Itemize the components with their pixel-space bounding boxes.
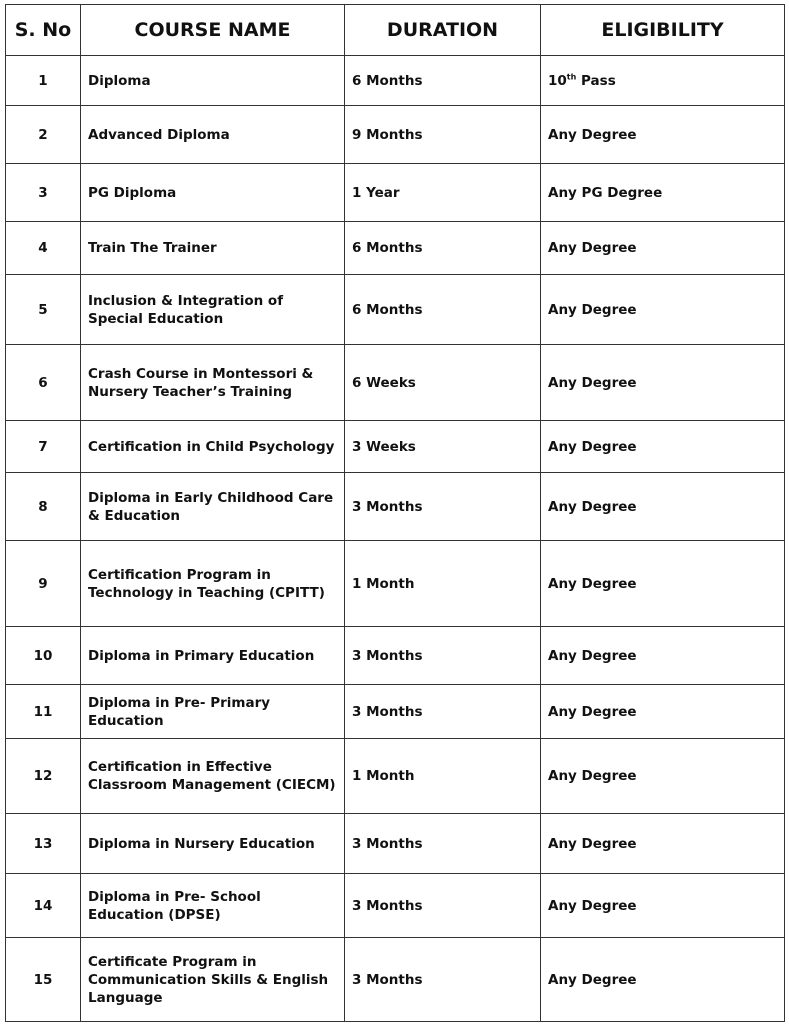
eligibility-superscript: th	[566, 72, 577, 81]
table-row	[6, 345, 785, 421]
table-row	[6, 164, 785, 222]
row-sno: 4	[6, 222, 81, 275]
row-course: Diploma in Pre- Primary Education	[81, 685, 345, 739]
row-eligibility: Any Degree	[541, 473, 785, 541]
header-sno: S. No	[6, 5, 81, 56]
row-sno: 8	[6, 473, 81, 541]
row-eligibility: Any Degree	[541, 685, 785, 739]
table-row	[6, 938, 785, 1022]
row-course: Inclusion & Integration of Special Education	[81, 275, 345, 345]
row-course: Diploma in Primary Education	[81, 627, 345, 685]
row-course: Certification in Effective Classroom Management (CIECM)	[81, 739, 345, 814]
table-row	[6, 421, 785, 473]
row-eligibility: Any Degree	[541, 739, 785, 814]
row-duration: 3 Months	[345, 938, 541, 1022]
row-sno: 15	[6, 938, 81, 1022]
row-course: Certificate Program in Communication Skills & English Language	[81, 938, 345, 1022]
row-duration: 1 Month	[345, 541, 541, 627]
row-course: Crash Course in Montessori & Nursery Teacher’s Training	[81, 345, 345, 421]
row-eligibility: Any Degree	[541, 275, 785, 345]
row-course: Diploma in Nursery Education	[81, 814, 345, 874]
row-sno: 11	[6, 685, 81, 739]
row-duration: 3 Months	[345, 685, 541, 739]
header-course-name: COURSE NAME	[81, 5, 345, 56]
row-duration: 3 Weeks	[345, 421, 541, 473]
row-course: Certification Program in Technology in Teaching (CPITT)	[81, 541, 345, 627]
row-duration: 6 Months	[345, 275, 541, 345]
row-course: PG Diploma	[81, 164, 345, 222]
row-sno: 6	[6, 345, 81, 421]
row-duration: 6 Months	[345, 56, 541, 106]
row-eligibility: Any Degree	[541, 106, 785, 164]
row-course: Train The Trainer	[81, 222, 345, 275]
row-duration: 3 Months	[345, 627, 541, 685]
table-row	[6, 874, 785, 938]
row-eligibility: Any Degree	[541, 874, 785, 938]
table-row	[6, 473, 785, 541]
table-row	[6, 814, 785, 874]
row-course: Diploma	[81, 56, 345, 106]
courses-table	[5, 4, 785, 1022]
table-row	[6, 56, 785, 106]
row-sno: 5	[6, 275, 81, 345]
row-duration: 3 Months	[345, 874, 541, 938]
row-eligibility: Any Degree	[541, 814, 785, 874]
row-sno: 7	[6, 421, 81, 473]
row-sno: 10	[6, 627, 81, 685]
row-duration: 6 Months	[345, 222, 541, 275]
row-eligibility: Any Degree	[541, 541, 785, 627]
eligibility-number: 10	[548, 72, 567, 89]
row-sno: 12	[6, 739, 81, 814]
table-row	[6, 106, 785, 164]
table-row	[6, 739, 785, 814]
header-eligibility: ELIGIBILITY	[541, 5, 785, 56]
row-eligibility: Any Degree	[541, 421, 785, 473]
row-duration: 6 Weeks	[345, 345, 541, 421]
table-row	[6, 541, 785, 627]
header-row	[6, 5, 785, 56]
row-duration: 9 Months	[345, 106, 541, 164]
row-sno: 2	[6, 106, 81, 164]
table-row	[6, 222, 785, 275]
row-eligibility: Any Degree	[541, 222, 785, 275]
row-duration: 1 Month	[345, 739, 541, 814]
row-course: Certification in Child Psychology	[81, 421, 345, 473]
row-sno: 14	[6, 874, 81, 938]
row-duration: 3 Months	[345, 473, 541, 541]
header-duration: DURATION	[345, 5, 541, 56]
row-eligibility: Any Degree	[541, 627, 785, 685]
table-row	[6, 275, 785, 345]
row-duration: 1 Year	[345, 164, 541, 222]
row-sno: 13	[6, 814, 81, 874]
row-eligibility: Any Degree	[541, 938, 785, 1022]
row-sno: 3	[6, 164, 81, 222]
row-course: Advanced Diploma	[81, 106, 345, 164]
row-course: Diploma in Pre- School Education (DPSE)	[81, 874, 345, 938]
row-course: Diploma in Early Childhood Care & Education	[81, 473, 345, 541]
row-sno: 9	[6, 541, 81, 627]
table-row	[6, 627, 785, 685]
row-sno: 1	[6, 56, 81, 106]
table-row	[6, 685, 785, 739]
row-duration: 3 Months	[345, 814, 541, 874]
eligibility-text: Pass	[576, 72, 616, 89]
row-eligibility: Any PG Degree	[541, 164, 785, 222]
row-eligibility	[541, 56, 785, 106]
row-eligibility: Any Degree	[541, 345, 785, 421]
